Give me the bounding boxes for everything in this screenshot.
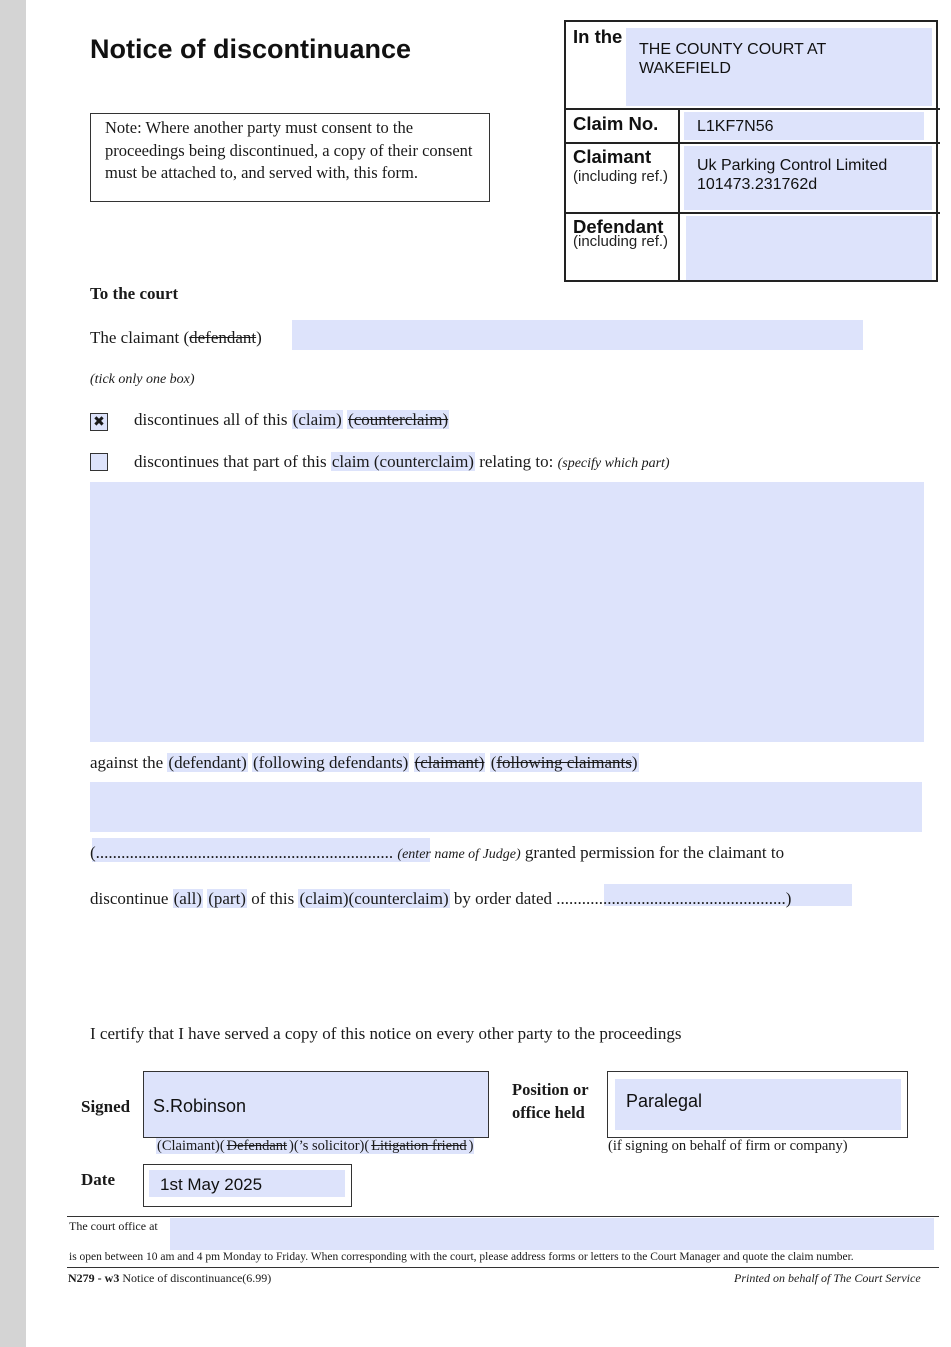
- claimant-ref-hint: (including ref.): [573, 168, 669, 185]
- against-prefix: against the: [90, 753, 164, 772]
- judge-dots: ......................................................................: [95, 843, 394, 862]
- position-label-line-2: office held: [512, 1103, 585, 1122]
- court-office-label: The court office at: [69, 1219, 158, 1233]
- claimant-prefix: The claimant (: [90, 328, 190, 347]
- judge-hint: (enter name of Judge): [397, 847, 521, 862]
- signature-value: S.Robinson: [153, 1096, 247, 1116]
- defendant-field[interactable]: [686, 216, 932, 280]
- claimant-name-field[interactable]: [292, 320, 863, 350]
- counterclaim-option[interactable]: (counterclaim): [348, 410, 449, 429]
- following-claimants-text: following claimants: [496, 753, 632, 772]
- form-name: Notice of discontinuance(6.99): [122, 1271, 272, 1285]
- following-claimants-open: (: [490, 753, 497, 772]
- relating-to-text: relating to:: [479, 452, 554, 471]
- header-divider: [564, 142, 940, 144]
- to-the-court-heading: To the court: [90, 284, 179, 303]
- defendant-option[interactable]: (defendant): [168, 753, 247, 772]
- claimant-name: Uk Parking Control Limited: [697, 157, 888, 174]
- signed-label: Signed: [81, 1097, 131, 1116]
- header-divider: [564, 108, 940, 110]
- discontinue-line: [90, 889, 791, 909]
- judge-open: (: [90, 843, 96, 862]
- claim-no-field[interactable]: [684, 112, 924, 140]
- all-option[interactable]: (all): [173, 889, 202, 908]
- specify-part-hint: (specify which part): [557, 456, 670, 471]
- court-office-field[interactable]: [170, 1218, 934, 1250]
- date-box: [143, 1164, 352, 1207]
- page-title: Notice of discontinuance: [90, 34, 412, 64]
- discontinue-text: discontinue: [90, 889, 169, 908]
- date-label: Date: [81, 1170, 115, 1189]
- footer-bottom-rule: [67, 1267, 939, 1268]
- part-details-field[interactable]: [90, 482, 924, 742]
- position-value: Paralegal: [626, 1091, 703, 1111]
- court-name-field[interactable]: [626, 28, 932, 106]
- discontinue-all-text: discontinues all of this: [134, 410, 288, 429]
- claimant-label: Claimant: [573, 146, 652, 167]
- role-claimant[interactable]: (Claimant)(: [157, 1138, 225, 1154]
- consent-note: Note: Where another party must consent to the proceedings being discontinued, a copy of their consent must be attached to, and served with, this form.: [90, 113, 490, 202]
- in-the-label: In the: [573, 26, 623, 47]
- position-label: [512, 1078, 589, 1124]
- defendant-label: Defendant: [573, 216, 664, 237]
- date-field[interactable]: [149, 1170, 345, 1197]
- by-order-text: by order dated: [453, 889, 553, 908]
- of-this-text: of this: [251, 889, 295, 908]
- position-box: [607, 1071, 908, 1138]
- part-option[interactable]: (part): [208, 889, 246, 908]
- claimant-option[interactable]: (claimant): [414, 753, 485, 772]
- form-code-line: [68, 1271, 271, 1286]
- footer-top-rule: [67, 1216, 939, 1217]
- against-parties-field[interactable]: [90, 782, 922, 832]
- claim-counterclaim-option[interactable]: claim (counterclaim): [331, 452, 474, 471]
- signer-role-line: [156, 1138, 474, 1155]
- role-close: ): [468, 1138, 474, 1154]
- discontinue-part-checkbox[interactable]: [90, 453, 108, 471]
- role-solicitor[interactable]: )(’s solicitor)(: [289, 1138, 370, 1154]
- printed-by-text: Printed on behalf of The Court Service: [734, 1271, 921, 1285]
- order-dots: ......................................................: [556, 889, 786, 908]
- judge-granted-text: granted permission for the claimant to: [524, 843, 785, 862]
- claimant-suffix: ): [256, 328, 262, 347]
- header-column-divider: [678, 108, 680, 282]
- case-header-table: [564, 20, 938, 282]
- against-line: [90, 753, 639, 773]
- form-code: N279 - w3: [68, 1271, 120, 1285]
- position-label-line-1: Position or: [512, 1080, 589, 1099]
- certify-statement: I certify that I have served a copy of this notice on every other party to the proceedings: [90, 1024, 682, 1043]
- position-field[interactable]: [615, 1079, 901, 1130]
- court-name: THE COUNTY COURT AT WAKEFIELD: [639, 41, 826, 77]
- claimant-line: [90, 328, 262, 348]
- discontinue-all-line: [134, 410, 449, 430]
- claimant-reference: 101473.231762d: [697, 176, 818, 193]
- office-hours-text: is open between 10 am and 4 pm Monday to Friday. When corresponding with the court, please address forms or letters to the Court Manager and quote the claim number.: [69, 1251, 854, 1263]
- claim-option[interactable]: (claim): [292, 410, 342, 429]
- date-value: 1st May 2025: [160, 1175, 263, 1194]
- tick-hint: (tick only one box): [90, 372, 195, 387]
- signature-field[interactable]: [143, 1071, 489, 1138]
- following-defendants-option[interactable]: (following defendants): [253, 753, 409, 772]
- following-claimants-close: ): [631, 753, 638, 772]
- header-divider: [564, 212, 940, 214]
- claim-no-value: L1KF7N56: [697, 118, 774, 135]
- claim-counterclaim-order-option[interactable]: (claim)(counterclaim): [299, 889, 449, 908]
- defendant-ref-hint: (including ref.): [573, 233, 669, 250]
- discontinue-part-text: discontinues that part of this: [134, 452, 327, 471]
- order-close: ): [785, 889, 792, 908]
- discontinue-all-checkbox[interactable]: ✖: [90, 413, 108, 431]
- following-claimants-option[interactable]: [490, 753, 639, 772]
- position-hint: (if signing on behalf of firm or company): [608, 1138, 848, 1154]
- role-litigation-friend[interactable]: Litigation friend: [371, 1138, 467, 1154]
- discontinue-part-line: [134, 452, 670, 472]
- claim-no-label: Claim No.: [573, 113, 659, 134]
- judge-line: [90, 843, 784, 863]
- defendant-struck: defendant: [189, 328, 257, 347]
- claimant-field[interactable]: [684, 146, 932, 210]
- role-defendant[interactable]: Defendant: [226, 1138, 288, 1154]
- left-margin-bar: [0, 0, 26, 1347]
